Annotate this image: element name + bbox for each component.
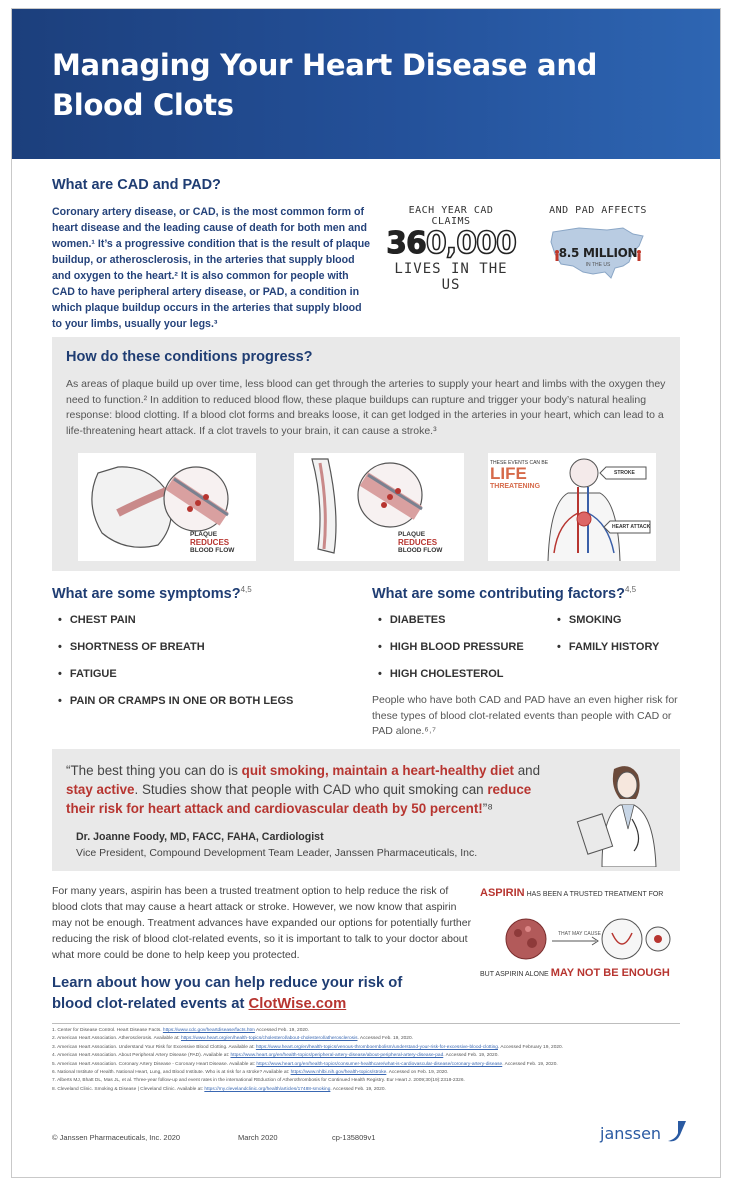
- list-item: • SHORTNESS OF BREATH: [58, 641, 293, 668]
- list-item: • SMOKING: [557, 614, 659, 641]
- symptoms-list: [58, 614, 293, 722]
- factors-list: [557, 614, 659, 668]
- factors-list: [378, 614, 524, 695]
- stat-caption: EACH YEAR CAD CLAIMS: [408, 205, 494, 227]
- learn-more-callout: Learn about how you can help reduce your risk of blood clot-related events at ClotWise.com: [52, 975, 403, 1012]
- aspirin-caption-bottom: BUT ASPIRIN ALONE MAY NOT BE ENOUGH: [480, 967, 670, 979]
- threatening-word: THREATENING: [490, 483, 541, 490]
- life-word: LIFE: [490, 464, 527, 483]
- stat-number: 360,000: [386, 226, 516, 261]
- header-banner: [12, 9, 721, 159]
- document-code: cp-135809v1: [332, 1133, 376, 1142]
- publish-date: March 2020: [238, 1133, 278, 1142]
- stat-subcaption: LIVES IN THE US: [394, 261, 508, 293]
- list-item: • FAMILY HISTORY: [557, 641, 659, 668]
- us-map-icon: [549, 222, 647, 284]
- divider: [52, 1023, 680, 1024]
- stat-subcaption: IN THE US: [585, 262, 611, 268]
- progression-panel: [52, 337, 680, 571]
- quote-author: Dr. Joanne Foody, MD, FACC, FAHA, Cardiologist: [76, 831, 324, 843]
- copyright: © Janssen Pharmaceuticals, Inc. 2020: [52, 1133, 181, 1142]
- symptoms-heading: What are some symptoms?$^{4,5}$: [52, 585, 252, 602]
- plaque-label: PLAQUE REDUCES BLOOD FLOW: [398, 531, 443, 554]
- heart-artery-illustration: [78, 453, 256, 561]
- stat-number: 8.5 MILLION: [558, 246, 638, 260]
- stroke-label: STROKE: [614, 470, 635, 476]
- references-list: [52, 1027, 682, 1094]
- cad-pad-heading: What are CAD and PAD?: [52, 177, 221, 193]
- heart-attack-label: HEART ATTACK: [612, 524, 651, 530]
- aspirin-figure: [480, 883, 680, 983]
- reference-item: 1. Center for Disease Control. Heart Disease Facts. https://www.cdc.gov/heartdisease/facts.htm Accessed Feb. 19, 2020.: [52, 1028, 310, 1033]
- plaque-label: PLAQUE REDUCES BLOOD FLOW: [190, 531, 235, 554]
- reference-item: 3. American Heart Association. Understand Your Risk for Excessive Blood Clotting. Available at: https://www.heart.org/en/health-topics/venous-thromboembolism/understand-your-risk-for-excessive-blood-clotting. Accessed February 19, 2020.: [52, 1044, 564, 1050]
- quote-panel: [52, 749, 680, 871]
- list-item: • FATIGUE: [58, 668, 293, 695]
- clotwise-link[interactable]: ClotWise.com: [248, 996, 347, 1012]
- doctor-quote: “The best thing you can do is quit smoking, maintain a heart-healthy diet and stay active. Studies show that people with CAD who quit smoking can reduce their risk for heart attack and cardiovascular death by 50 percent!”⁸: [66, 763, 541, 816]
- progression-heading: How do these conditions progress?: [66, 349, 313, 365]
- leg-artery-illustration: [294, 453, 464, 561]
- reference-item: 8. Cleveland Clinic. Smoking & Disease | Cleveland Clinic. Available at: https://my.clevelandclinic.org/health/articles/17488-smoking. Accessed Feb. 19, 2020.: [52, 1086, 386, 1092]
- quote-author-role: Vice President, Compound Development Team Leader, Janssen Pharmaceuticals, Inc.: [76, 847, 478, 859]
- reference-item: 4. American Heart Association. About Peripheral Artery Disease (PAD). Available at: https://www.heart.org/en/health-topics/peripheral-artery-disease/about-peripheral-artery-disease-pad. Accessed Feb. 19, 2020.: [52, 1053, 499, 1059]
- life-threatening-caption: THESE EVENTS CAN BE: [490, 460, 549, 466]
- body-circulation-illustration: [488, 453, 656, 561]
- aspirin-body: For many years, aspirin has been a trusted treatment option to help reduce the risk of blood clots that may cause a heart attack or stroke. However, we now know that aspirin may not be enough. Treatment advances have expanded our options for potentially further reducing the risk of blood clot-related events, so it is important to talk to your doctor about what more could be done to help keep you protected.: [52, 885, 472, 961]
- reference-item: 6. National Institute of Health. National Heart, Lung, and Blood Institute. Who is at risk for a stroke? Available at: https://www.nhlbi.nih.gov/health-topics/stroke. Accessed on Feb. 19, 2020.: [52, 1070, 449, 1076]
- list-item: • CHEST PAIN: [58, 614, 293, 641]
- cad-pad-body: Coronary artery disease, or CAD, is the most common form of heart disease and the leading cause of death for both men and women.¹ It’s a progressive condition that is the result of plaque buildup, or atherosclerosis, in the arteries that supply blood and oxygen to the heart.² It is also common for people with CAD to have peripheral artery disease, or PAD, a condition in which plaque buildup occurs in the arteries that supply blood to your limbs, usually your legs.³: [52, 206, 371, 330]
- infographic-page: [11, 8, 721, 1178]
- pad-affects-stat: [548, 205, 648, 284]
- reference-item: 5. American Heart Association. Coronary Artery Disease - Coronary Heart Disease. Available at: https://www.heart.org/en/health-topics/consumer-healthcare/what-is-cardiovascular-disease/coronary-artery-disease. Accessed Feb. 19, 2020.: [52, 1061, 558, 1067]
- stat-caption: AND PAD AFFECTS: [549, 205, 647, 216]
- progression-body: As areas of plaque build up over time, less blood can get through the arteries to supply your heart and limbs with the oxygen they need to function.² In addition to reduced blood flow, these plaque buildups can rupture and trigger your body’s natural healing response: blood clotting. If a blood clot forms and breaks loose, it can get lodged in the arteries in your heart, which can lead to a life-threatening heart attack. If a clot travels to your brain, it can cause a stroke.³: [66, 378, 666, 437]
- page-title: Managing Your Heart Disease and Blood Clots: [52, 48, 598, 122]
- cad-deaths-stat: [386, 205, 516, 293]
- list-item: • HIGH BLOOD PRESSURE: [378, 641, 524, 668]
- reference-item: 2. American Heart Association. Atherosclerosis. Available at: https://www.heart.org/en/health-topics/cholesterol/about-cholesterol/atherosclerosis. Accessed Feb. 19, 2020.: [52, 1036, 413, 1042]
- janssen-swoosh-icon: [666, 1119, 688, 1145]
- list-item: • DIABETES: [378, 614, 524, 641]
- factors-heading: What are some contributing factors?$^{4,5}$: [372, 585, 637, 602]
- reference-item: 7. Alberts MJ, Bhatt DL, Mas JL, et al. Three-year follow-up and event rates in the international REduction of Atherothrombosis for Continued Health Registry. Eur Heart J. 2009;30(19):2318-2326.: [52, 1078, 465, 1084]
- aspirin-caption-mid: THAT MAY CAUSE: [558, 931, 601, 937]
- factors-note: People who have both CAD and PAD have an even higher risk for these types of blood clot-related events than people with CAD or PAD alone.⁶˒⁷: [372, 694, 678, 738]
- doctor-illustration-icon: [572, 759, 672, 867]
- list-item: • PAIN OR CRAMPS IN ONE OR BOTH LEGS: [58, 695, 293, 722]
- list-item: • HIGH CHOLESTEROL: [378, 668, 524, 695]
- aspirin-caption-top: ASPIRIN HAS BEEN A TRUSTED TREATMENT FOR: [480, 887, 664, 899]
- janssen-logo: janssen: [600, 1119, 688, 1145]
